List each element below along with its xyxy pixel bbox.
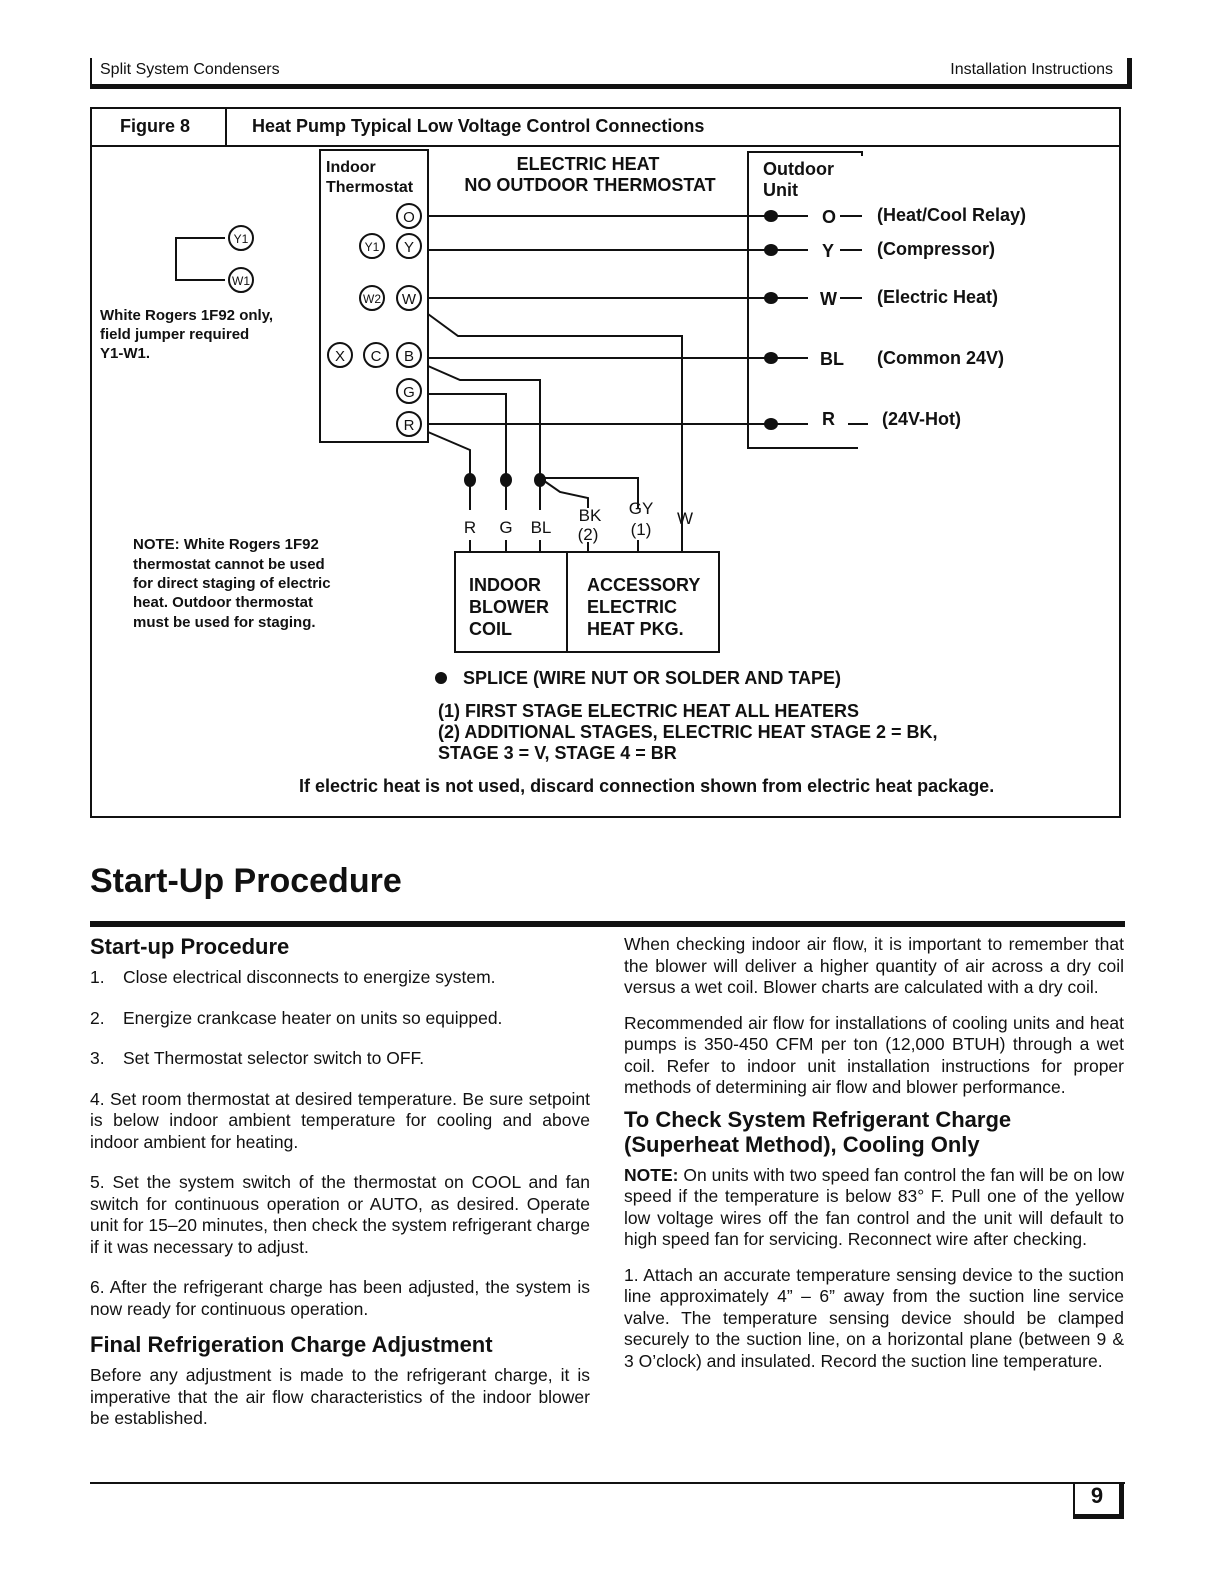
final-adjustment-heading: Final Refrigeration Charge Adjustment	[90, 1332, 493, 1357]
staging-note-3: for direct staging of electric	[133, 575, 331, 592]
outdoor-wire-bl-desc: (Common 24V)	[877, 348, 1005, 368]
step-3: 3. Set Thermostat selector switch to OFF.	[90, 1048, 425, 1068]
indoor-label-2: Thermostat	[326, 179, 414, 196]
terminal-r: R	[403, 417, 415, 434]
section-rule	[90, 921, 1125, 927]
indoor-label-1: Indoor	[326, 159, 376, 176]
jumper-note-2: field jumper required	[100, 326, 250, 343]
indoor-blower-2: BLOWER	[469, 597, 549, 617]
electric-heat-label-1: ELECTRIC HEAT	[516, 154, 660, 174]
jumper-y1: Y1	[233, 232, 249, 246]
staging-note-1: NOTE: White Rogers 1F92	[133, 536, 319, 553]
legend-first-stage: (1) FIRST STAGE ELECTRIC HEAT ALL HEATERS	[438, 701, 860, 721]
terminal-c: C	[370, 348, 382, 365]
step-2: 2. Energize crankcase heater on units so equipped.	[90, 1007, 503, 1028]
section-title: Start-Up Procedure	[90, 862, 402, 900]
staging-note-4: heat. Outdoor thermostat	[133, 594, 314, 611]
step-6: 6. After the refrigerant charge has been adjusted, the system is now ready for continuous operation.	[90, 1277, 590, 1319]
outdoor-label-2: Unit	[763, 180, 798, 200]
terminal-b: B	[403, 348, 415, 365]
recommended-airflow-paragraph: Recommended air flow for installations of cooling units and heat pumps is 350-450 CFM per ton (12,000 BTUH) through a wet coil. Refer to indoor unit installation instructions for proper methods of determining air flow and blower performance.	[624, 1012, 1124, 1097]
page-number: 9	[1073, 1482, 1124, 1519]
outdoor-wire-y-desc: (Compressor)	[877, 239, 996, 259]
indoor-wire-bk-stage: (2)	[577, 525, 599, 544]
electric-heat-label-2: NO OUTDOOR THERMOSTAT	[464, 175, 716, 195]
indoor-wire-g: G	[499, 518, 513, 537]
terminal-g: G	[403, 384, 415, 401]
indoor-wire-r: R	[463, 518, 477, 537]
terminal-w2: W2	[363, 292, 381, 306]
outdoor-wire-y: Y	[822, 241, 835, 261]
figure-number: Figure 8	[120, 116, 191, 136]
indoor-wire-gy-stage: (1)	[630, 520, 652, 539]
left-column	[90, 934, 590, 1444]
step-4: 4. Set room thermostat at desired temperature. Be sure setpoint is below indoor ambient temperature for cooling and above indoor ambient for heating.	[90, 1088, 590, 1152]
terminal-x: X	[334, 348, 346, 365]
header-right: Installation Instructions	[950, 61, 1113, 78]
step-1: 1. Close electrical disconnects to energize system.	[90, 967, 496, 987]
startup-heading: Start-up Procedure	[90, 934, 290, 959]
note-label: NOTE:	[624, 1164, 679, 1185]
right-column	[624, 934, 1124, 1386]
jumper-note-3: Y1-W1.	[100, 345, 151, 362]
legend-additional-stages: (2) ADDITIONAL STAGES, ELECTRIC HEAT STAGE 2 = BK,	[438, 722, 938, 742]
outdoor-wire-o: O	[822, 207, 837, 227]
terminal-y1: Y1	[364, 240, 380, 254]
step-5: 5. Set the system switch of the thermostat on COOL and fan switch for continuous operation or AUTO, as desired. Operate unit for 15–20 minutes, then check the system refrigerant charge if it was necessary to adjust.	[90, 1172, 590, 1257]
superheat-heading: To Check System Refrigerant Charge (Superheat Method), Cooling Only	[624, 1106, 1012, 1157]
accessory-1: ACCESSORY	[587, 575, 701, 595]
header-left: Split System Condensers	[100, 61, 280, 78]
terminal-o: O	[403, 209, 415, 226]
staging-note-5: must be used for staging.	[133, 614, 316, 631]
indoor-blower-3: COIL	[469, 619, 512, 639]
indoor-wire-w: W	[676, 509, 694, 528]
final-adjustment-text: Before any adjustment is made to the refrigerant charge, it is imperative that the air flow characteristics of the indoor blower be established.	[90, 1365, 590, 1428]
staging-note-2: thermostat cannot be used	[133, 556, 325, 573]
figure-footnote: If electric heat is not used, discard connection shown from electric heat package.	[299, 776, 995, 796]
airflow-paragraph: When checking indoor air flow, it is important to remember that the blower will deliver a higher quantity of air across a dry coil versus a wet coil. Blower charts are calculated with a dry coil.	[624, 934, 1124, 997]
legend-stages-cont: STAGE 3 = V, STAGE 4 = BR	[438, 743, 677, 763]
jumper-note-1: White Rogers 1F92 only,	[100, 307, 274, 324]
jumper-w1: W1	[232, 274, 250, 288]
terminal-y: Y	[403, 239, 415, 256]
outdoor-wire-r: R	[822, 409, 835, 429]
legend-splice: SPLICE (WIRE NUT OR SOLDER AND TAPE)	[463, 668, 841, 688]
superheat-step-1: 1. Attach an accurate temperature sensing device to the suction line approximately 4” – 6” away from the suction line service valve. The temperature sensing device should be clamped securely to the suction line, on a horizontal plane (between 9 & 3 O’clock) and insulated. Record the suction line temperature.	[624, 1264, 1124, 1371]
accessory-2: ELECTRIC	[587, 597, 677, 617]
indoor-wire-bl: BL	[530, 518, 552, 537]
indoor-blower-1: INDOOR	[469, 575, 541, 595]
outdoor-wire-o-desc: (Heat/Cool Relay)	[877, 205, 1027, 225]
outdoor-wire-bl: BL	[820, 349, 844, 369]
terminal-w: W	[401, 291, 417, 308]
footer-rule	[90, 1482, 1125, 1484]
accessory-3: HEAT PKG.	[587, 619, 684, 639]
outdoor-wire-w-desc: (Electric Heat)	[877, 287, 999, 307]
indoor-wire-gy: GY	[628, 499, 654, 518]
outdoor-wire-w: W	[820, 289, 837, 309]
note-paragraph: NOTE: On units with two speed fan control the fan will be on low speed if the temperature is below 83° F. Pull one of the yellow low voltage wires off the fan control and the unit will default to high speed fan for servicing. Reconnect wire after checking.	[624, 1164, 1124, 1249]
indoor-wire-bk: BK	[578, 506, 602, 525]
outdoor-label-1: Outdoor	[763, 159, 834, 179]
figure-title: Heat Pump Typical Low Voltage Control Connections	[252, 116, 705, 136]
outdoor-wire-r-desc: (24V-Hot)	[882, 409, 962, 429]
